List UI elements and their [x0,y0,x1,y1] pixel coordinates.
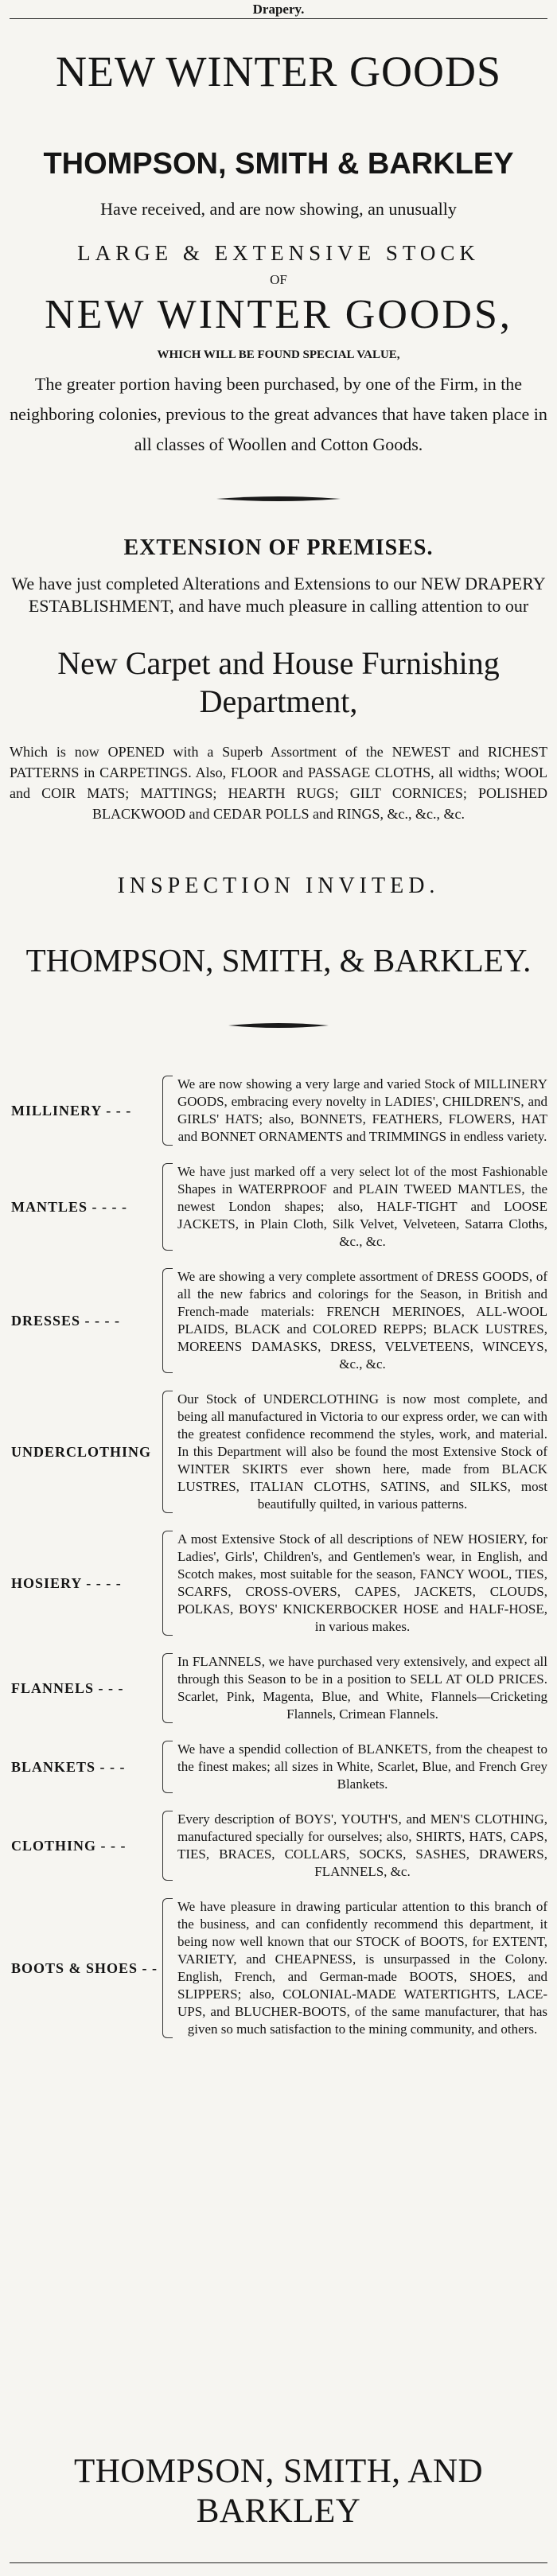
department-text: We are showing a very complete assortment of DRESS GOODS, of all the new fabrics and colorings for the Season, in British and French-made materials: FRENCH MERINOES, ALL-WOOL PLAIDS, BLACK and COLORED REPPS; BLACK LUSTRES, MOREENS DAMASKS, DRESS, VELVETEENS, WINCEYS, &c., &c. [177,1269,547,1372]
department-label: MILLINERY - - - [11,1102,132,1119]
department-label: UNDERCLOTHING [11,1443,152,1460]
brace-icon [162,1741,173,1793]
ad-title-middle: NEW WINTER GOODS, [45,292,512,337]
department-label: FLANNELS - - - [11,1679,124,1696]
department-text: We have a spendid collection of BLANKETS, from the cheapest to the finest makes; all sizes in White, Scarlet, Blue, and French Grey Blankets. [177,1741,547,1792]
ad-title-top: NEW WINTER GOODS [56,48,501,95]
carpet-text: Which is now OPENED with a Superb Assortment of the NEWEST and RICHEST PATTERNS in CARPETINGS. Also, FLOOR and PASSAGE CLOTHS, all widths; WOOL and COIR MATS; MATTINGS; HEARTH RUGS; GILT CORNICES; POLISHED BLACKWOOD and CEDAR POLLS and RINGS, &c., &c., &c. [10,744,547,822]
department-clothing [10,1811,547,1881]
department-label: MANTLES - - - - [11,1198,127,1215]
department-label: CLOTHING - - - [11,1837,127,1854]
department-label: HOSIERY - - - - [11,1574,122,1591]
divider-ornament-icon [215,495,342,503]
department-text: A most Extensive Stock of all descriptions of NEW HOSIERY, for Ladies', Girls', Children's, and Gentlemen's wear, in English, and Scotch makes, most suitable for the season, FANCY WOOL, TIES, SCARFS, CROSS-OVERS, CAPES, JACKETS, CLOUDS, POLKAS, BOYS' KNICKERBOCKER HOSE and HALF-HOSE, in various makes. [177,1531,547,1634]
special-value-line: WHICH WILL BE FOUND SPECIAL VALUE, [157,348,400,361]
department-text: We have just marked off a very select lot of the most Fashionable Shapes in WATERPROOF and PLAIN TWEED MANTLES, the newest London shapes; also, HALF-TIGHT and LOOSE JACKETS, in Plain Cloth, Silk Velvet, Velveteen, Satarra Cloths, &c., &c. [177,1164,547,1249]
department-label: DRESSES - - - - [11,1312,121,1329]
of-line: OF [270,272,287,287]
departments-list [10,1076,547,2038]
department-text: We are now showing a very large and varied Stock of MILLINERY GOODS, embracing every novelty in LADIES', CHILDREN'S, and GIRLS' HATS; also, BONNETS, FEATHERS, FLOWERS, HAT and BONNET ORNAMENTS and TRIMMINGS in endless variety. [177,1076,547,1144]
department-dresses [10,1268,547,1373]
brace-icon [162,1898,173,2038]
inspection-line: INSPECTION INVITED. [117,874,440,898]
section-heading: Drapery. [252,2,305,17]
brace-icon [162,1268,173,1373]
department-hosiery [10,1531,547,1636]
department-text: In FLANNELS, we have purchased very extensively, and expect all through this Season to be in a position to SELL AT OLD PRICES. Scarlet, Pink, Magenta, Blue, and White, Flannels—Cricketing Flannels, Crimean Flannels. [177,1654,547,1722]
department-text: We have pleasure in drawing particular attention to this branch of the business, and can confidently recommend this department, it being now well known that our STOCK of BOOTS, for EXTENT, VARIETY, and CHEAPNESS, is unsurpassed in the Colony. English, French, and German-made BOOTS, SHOES, and SLIPPERS; also, COLONIAL-MADE WATERTIGHTS, LACE-UPS, and BLUCHER-BOOTS, of the same manufacturer, that has given so much satisfaction to the mining community, and others. [177,1899,547,2037]
brace-icon [162,1811,173,1881]
department-text: Every description of BOYS', YOUTH'S, and MEN'S CLOTHING, manufactured specially for ourselves; also, SHIRTS, HATS, CAPS, TIES, BRACES, COLLARS, SOCKS, SASHES, DRAWERS, FLANNELS, &c. [177,1811,547,1879]
department-blankets [10,1741,547,1793]
department-boots-shoes [10,1898,547,2038]
department-mantles [10,1163,547,1251]
ornamental-divider-2 [10,1021,547,1029]
footer-rule [10,2562,547,2563]
brace-icon [162,1076,173,1146]
brace-icon [162,1391,173,1513]
large-stock-line: LARGE & EXTENSIVE STOCK [77,241,480,265]
department-label: BOOTS & SHOES - - [11,1959,158,1976]
department-flannels [10,1653,547,1723]
extension-text: We have just completed Alterations and Extensions to our NEW DRAPERY ESTABLISHMENT, and have much pleasure in calling attention to our [11,574,546,616]
firm-name-2: THOMPSON, SMITH, & BARKLEY. [25,942,532,979]
department-millinery [10,1076,547,1146]
firm-name: THOMPSON, SMITH & BARKLEY [43,147,514,181]
page-header [10,0,547,18]
department-underclothing [10,1391,547,1513]
purchase-paragraph: The greater portion having been purchased, by one of the Firm, in the neighboring colonies, previous to the great advances that have taken place in all classes of Woollen and Cotton Goods. [10,374,547,454]
firm-name-3: THOMPSON, SMITH, AND BARKLEY [73,2453,484,2530]
brace-icon [162,1531,173,1636]
carpet-heading: New Carpet and House Furnishing Department, [57,645,500,719]
intro-text: Have received, and are now showing, an unusually [100,199,457,219]
ornamental-divider [10,495,547,503]
department-label: BLANKETS - - - [11,1758,126,1775]
department-text: Our Stock of UNDERCLOTHING is now most complete, and being all manufactured in Victoria to our express order, we can with the greatest confidence recommend the styles, work, and material. In this Department will also be found the most Extensive Stock of WINTER SKIRTS ever shown here, made from BLACK LUSTRES, ITALIAN CLOTHS, SATINS, and SILKS, most beautifully quilted, in various patterns. [177,1391,547,1512]
extension-heading: EXTENSION OF PREMISES. [123,535,434,560]
brace-icon [162,1653,173,1723]
divider-ornament-icon [227,1021,330,1029]
header-rule [10,18,547,19]
brace-icon [162,1163,173,1251]
